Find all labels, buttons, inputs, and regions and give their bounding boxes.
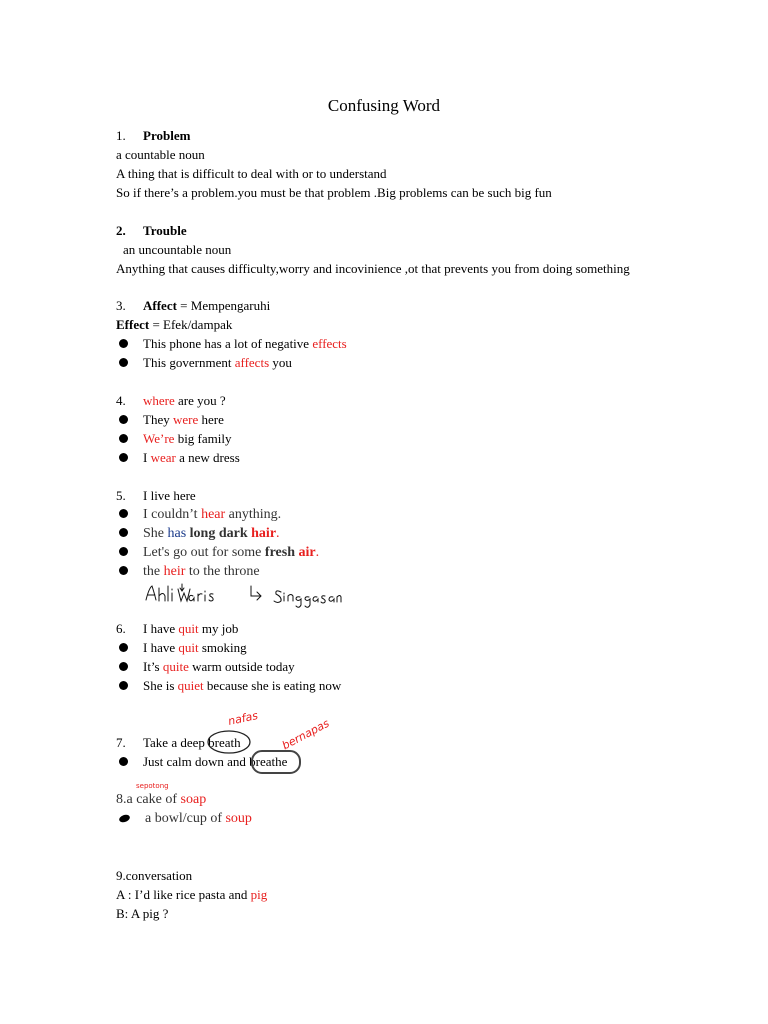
- bullet-text: I couldn’t: [143, 507, 202, 522]
- bullet-item: [116, 657, 295, 676]
- bullet-icon: [119, 566, 128, 575]
- term-problem: Problem: [143, 128, 191, 143]
- bullet-item: [116, 410, 224, 429]
- item-text: Take a deep: [143, 735, 209, 750]
- bullet-text: you: [269, 355, 292, 370]
- handwriting-stroke: [296, 597, 301, 608]
- handwriting-stroke: [329, 597, 334, 602]
- item-number: 7.: [116, 735, 126, 750]
- item-4-heading: [116, 391, 226, 410]
- bullet-text: because she is eating now: [203, 678, 342, 693]
- term-affect: Affect: [143, 298, 177, 313]
- bullet-item: [116, 809, 252, 828]
- bullet-text: This government: [143, 355, 235, 370]
- item-number: 2.: [116, 223, 126, 238]
- bullet-icon: [119, 528, 128, 537]
- handwriting-stroke: [189, 595, 194, 601]
- highlight-word: soap: [180, 792, 207, 807]
- item-5-heading: [116, 486, 196, 505]
- item-1-heading: [116, 126, 190, 145]
- item-2-heading: [116, 221, 187, 240]
- highlight-word: wear: [150, 450, 176, 465]
- bullet-icon: [119, 681, 128, 690]
- bullet-item: [116, 448, 240, 467]
- bullet-text: She is: [143, 678, 178, 693]
- bullet-item: [116, 524, 280, 543]
- bullet-text: the: [143, 564, 164, 579]
- bullet-text: I have: [143, 640, 179, 655]
- handwriting-stroke: [337, 596, 341, 603]
- highlight-word: soup: [225, 811, 252, 826]
- bullet-item: [116, 353, 292, 372]
- highlight-word: We’re: [143, 431, 175, 446]
- handwritten-note: bernapas: [279, 716, 332, 753]
- handwriting-stroke: [146, 586, 156, 600]
- dialog-line: B: A pig ?: [116, 906, 169, 921]
- handwriting-stroke: [305, 597, 310, 608]
- bullet-text: here: [198, 412, 224, 427]
- dialog-text: A : I’d like rice pasta and: [116, 887, 251, 902]
- page-title: Confusing Word: [327, 96, 441, 115]
- arrow-stroke: [180, 584, 184, 591]
- bullet-item: [116, 543, 319, 562]
- highlight-word: were: [172, 412, 199, 427]
- handwriting-stroke: [209, 594, 213, 601]
- bullet-text: a bowl/cup of: [145, 811, 226, 826]
- highlight-word: effects: [312, 336, 347, 351]
- bullet-text: This phone has a lot of negative: [143, 336, 313, 351]
- bullet-icon: [119, 339, 128, 348]
- item-number: 6.: [116, 621, 126, 636]
- item-text: I live here: [143, 488, 196, 503]
- highlight-word: affects: [234, 355, 270, 370]
- bullet-item: [116, 334, 347, 353]
- bullet-icon: [119, 434, 128, 443]
- bullet-text: big family: [174, 431, 232, 446]
- definition-line: a countable noun: [116, 147, 205, 162]
- bullet-icon: [119, 415, 128, 424]
- dialog-line: [116, 885, 267, 904]
- circled-word: breathe: [249, 754, 288, 769]
- bullet-text: Let's go out for some: [143, 545, 265, 560]
- bullet-item: [116, 562, 260, 581]
- handwriting-stroke: [178, 589, 190, 601]
- meaning: = Mempengaruhi: [176, 298, 271, 313]
- blue-word: has: [167, 526, 187, 541]
- bold-text: fresh: [264, 545, 299, 560]
- bullet-item: [116, 429, 231, 448]
- bullet-icon: [118, 813, 131, 823]
- bullet-text: warm outside today: [188, 659, 295, 674]
- example-line: So if there’s a problem.you must be that problem .Big problems can be such big fun: [116, 185, 552, 200]
- bullet-item: [116, 505, 281, 524]
- bullet-item: [116, 676, 341, 695]
- bold-text: long dark: [186, 526, 252, 541]
- bullet-text: anything.: [225, 507, 282, 522]
- item-number: 3.: [116, 298, 126, 313]
- bullet-item: [116, 752, 287, 771]
- bullet-icon: [119, 509, 128, 518]
- highlight-word: where: [143, 393, 175, 408]
- punctuation: .: [276, 526, 280, 541]
- bullet-text: They: [143, 412, 173, 427]
- circled-word: breath: [208, 735, 241, 750]
- highlight-word: quite: [162, 659, 189, 674]
- bullet-text: I: [143, 450, 151, 465]
- meaning: = Efek/dampak: [149, 317, 233, 332]
- handwriting-stroke: [274, 591, 281, 603]
- item-text: my job: [198, 621, 239, 636]
- item-number: 4.: [116, 393, 126, 408]
- item-number: 1.: [116, 128, 126, 143]
- highlight-word: pig: [250, 887, 268, 902]
- highlight-word: heir: [163, 564, 186, 579]
- bullet-icon: [119, 453, 128, 462]
- definition-line: Anything that causes difficulty,worry and incovinience ,ot that prevents you from doing something: [116, 261, 630, 276]
- bullet-icon: [119, 757, 128, 766]
- term-trouble: Trouble: [143, 223, 187, 238]
- bullet-text: She: [143, 526, 168, 541]
- handwriting-stroke: [198, 594, 202, 601]
- bullet-text: to the throne: [185, 564, 260, 579]
- item-3-heading: [116, 296, 270, 315]
- highlight-word: hear: [201, 507, 226, 522]
- highlight-word: quit: [178, 621, 199, 636]
- definition-line: an uncountable noun: [123, 242, 232, 257]
- punctuation: .: [315, 545, 320, 560]
- item-3-subheading: [116, 315, 232, 334]
- bullet-text: Just calm down and: [143, 754, 250, 769]
- highlight-word: quit: [178, 640, 199, 655]
- bullet-icon: [119, 547, 128, 556]
- highlight-word: hair: [251, 526, 277, 541]
- item-text: I have: [143, 621, 179, 636]
- bullet-icon: [119, 662, 128, 671]
- handwriting-stroke: [159, 588, 165, 601]
- item-8-heading: [116, 790, 206, 809]
- handwriting-stroke: [321, 596, 325, 603]
- highlight-word: quiet: [177, 678, 204, 693]
- definition-line: A thing that is difficult to deal with or to understand: [116, 166, 387, 181]
- bullet-text: It’s: [143, 659, 163, 674]
- handwritten-note: nafas: [226, 709, 260, 728]
- item-6-heading: [116, 619, 238, 638]
- item-7-heading: [116, 733, 241, 752]
- term-effect: Effect: [116, 317, 150, 332]
- pen-annotation: [146, 584, 341, 607]
- bullet-item: [116, 638, 247, 657]
- bullet-icon: [119, 643, 128, 652]
- item-text: are you ?: [174, 393, 226, 408]
- arrow-icon: [251, 586, 261, 600]
- handwritten-note: sepotong: [136, 782, 169, 790]
- handwriting-stroke: [313, 597, 318, 602]
- highlight-word: air: [298, 545, 316, 560]
- bullet-text: a new dress: [175, 450, 240, 465]
- item-text: 8.a cake of: [116, 792, 181, 807]
- bullet-icon: [119, 358, 128, 367]
- item-number: 5.: [116, 488, 126, 503]
- handwriting-stroke: [288, 595, 293, 602]
- item-9-heading: 9.conversation: [116, 868, 193, 883]
- bullet-text: smoking: [198, 640, 247, 655]
